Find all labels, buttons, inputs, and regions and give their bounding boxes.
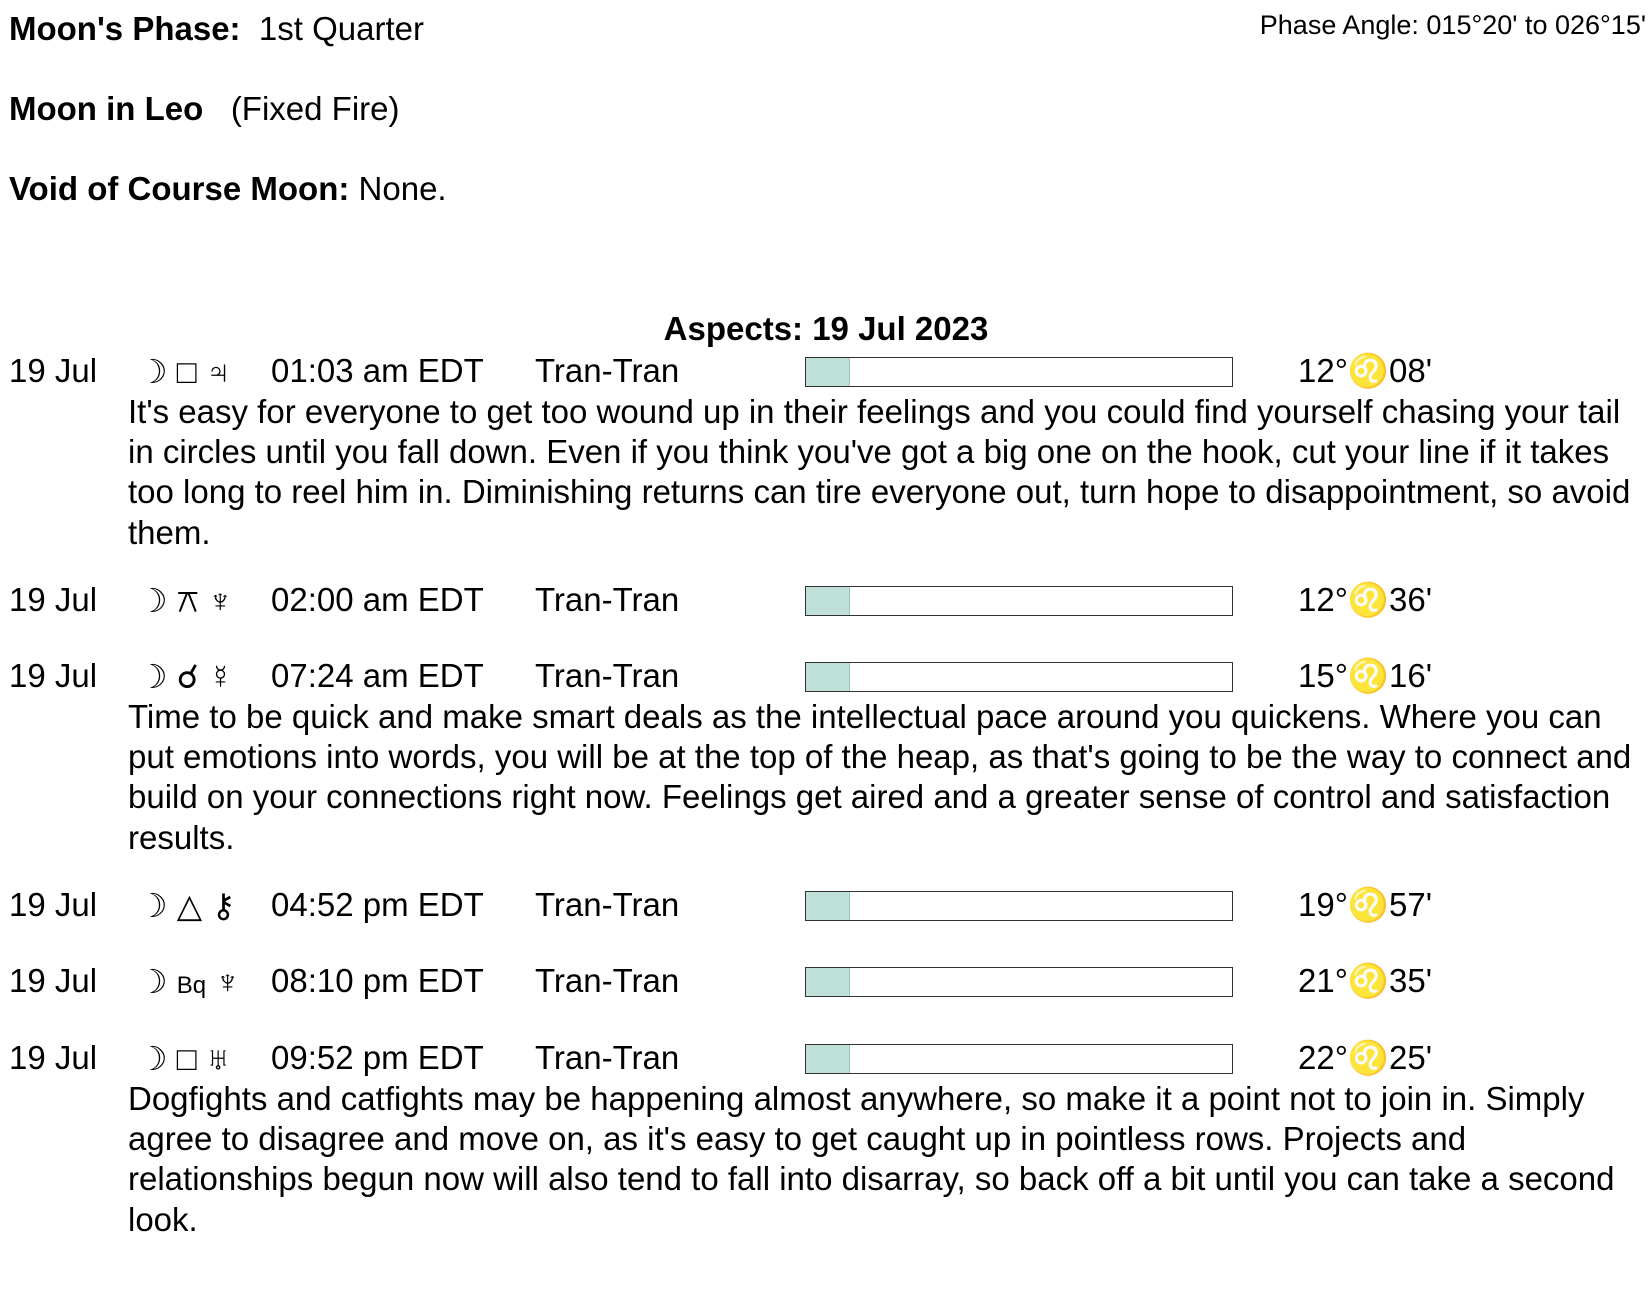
void-of-course-label: Void of Course Moon: [9,170,350,207]
aspect-date: 19 Jul [9,1039,98,1076]
aspect-glyphs [138,1039,231,1078]
aspect-glyphs [138,581,233,621]
mercury-glyph-icon: ☿ [208,658,233,695]
aspect-type: Tran-Tran [535,886,680,923]
aspect-strength-fill [806,968,850,996]
aspect-strength-fill [806,1045,850,1073]
aspect-strength-fill [806,587,850,615]
aspect-row [0,962,1652,1002]
aspect-row [0,886,1652,926]
aspect-strength-fill [806,358,850,386]
aspects-title: Aspects: 19 Jul 2023 [663,310,989,347]
aspect-row [0,1039,1652,1079]
square-aspect-icon: □ [176,353,197,390]
moon-glyph-icon: ☽ [138,582,168,619]
moon-glyph-icon: ☽ [138,963,168,1000]
aspect-glyphs [138,657,233,696]
sesquiquadrate-aspect-icon: ⚻ [176,582,199,619]
aspect-type: Tran-Tran [535,1039,680,1076]
aspect-time: 02:00 am EDT [271,581,484,618]
moon-sign-label: Moon in Leo [9,90,204,127]
void-of-course [9,170,447,208]
aspect-strength-bar [805,1044,1233,1074]
moon-glyph-icon: ☽ [138,887,168,924]
aspect-strength-bar [805,357,1233,387]
aspect-position: 19°♌57' [1298,886,1432,923]
aspect-glyphs [138,962,240,1001]
moon-phase-value: 1st Quarter [258,10,424,47]
aspect-date: 19 Jul [9,352,98,389]
chiron-glyph-icon: ⚷ [211,887,236,924]
aspect-row [0,352,1652,392]
aspect-interpretation: Dogfights and catfights may be happening almost anywhere, so make it a point not to join in. Simply agree to disagree and move on, as it's easy to get caught up in pointless rows. Projects and relationships begun now will also tend to fall into disarray, so back off a bit until you can take a second look. [128,1080,1615,1238]
aspect-strength-bar [805,586,1233,616]
aspect-type: Tran-Tran [535,352,680,389]
aspect-position: 12°♌08' [1298,352,1432,389]
aspect-date: 19 Jul [9,962,98,999]
aspect-strength-bar [805,891,1233,921]
moon-sign-value: (Fixed Fire) [230,90,400,127]
aspect-position: 21°♌35' [1298,962,1432,999]
trine-aspect-icon: △ [176,887,203,924]
aspect-type: Tran-Tran [535,657,680,694]
moon-phase-label: Moon's Phase: [9,10,241,47]
aspect-strength-fill [806,663,850,691]
moon-glyph-icon: ☽ [138,353,168,390]
phase-angle: Phase Angle: 015°20' to 026°15' [1259,10,1646,40]
square-aspect-icon: □ [176,1040,197,1077]
aspect-glyphs [138,352,231,391]
moon-glyph-icon: ☽ [138,658,168,695]
moon-sign [9,90,400,128]
aspect-date: 19 Jul [9,886,98,923]
neptune-glyph-icon: ♆ [207,582,233,619]
aspect-strength-fill [806,892,850,920]
aspect-time: 01:03 am EDT [271,352,484,389]
aspect-time: 08:10 pm EDT [271,962,484,999]
aspect-strength-bar [805,662,1233,692]
aspect-time: 07:24 am EDT [271,657,484,694]
biquintile-aspect-icon: Bq [176,972,207,999]
aspect-position: 15°♌16' [1298,657,1432,694]
aspect-time: 04:52 pm EDT [271,886,484,923]
aspect-interpretation: Time to be quick and make smart deals as the intellectual pace around you quickens. Where you can put emotions into words, you will be at the top of the heap, as that's going to be the way to connect and build on your connections right now. Feelings get aired and a greater sense of control and satisfaction results. [128,698,1632,856]
moon-glyph-icon: ☽ [138,1040,168,1077]
aspect-position: 12°♌36' [1298,581,1432,618]
aspect-position: 22°♌25' [1298,1039,1432,1076]
aspect-row [0,657,1652,697]
aspect-type: Tran-Tran [535,581,680,618]
aspect-interpretation: It's easy for everyone to get too wound up in their feelings and you could find yourself chasing your tail in circles until you fall down. Even if you think you've got a big one on the hook, cut your line if it takes too long to reel him in. Diminishing returns can tire everyone out, turn hope to disappointment, so avoid them. [128,393,1631,551]
aspect-time: 09:52 pm EDT [271,1039,484,1076]
void-of-course-value: None. [358,170,447,207]
uranus-glyph-icon: ♅ [205,1040,231,1077]
moon-phase [9,10,424,48]
aspect-date: 19 Jul [9,581,98,618]
aspect-date: 19 Jul [9,657,98,694]
conjunction-aspect-icon: ☌ [176,658,199,695]
jupiter-glyph-icon: ♃ [205,353,231,390]
aspect-strength-bar [805,967,1233,997]
neptune-glyph-icon: ♆ [215,963,241,1000]
aspect-type: Tran-Tran [535,962,680,999]
aspect-row [0,581,1652,621]
aspect-glyphs [138,886,236,925]
